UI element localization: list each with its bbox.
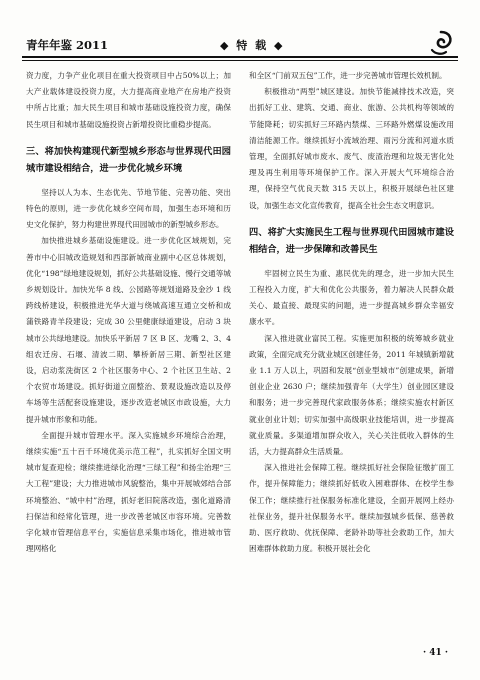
section-title: ◆ 特 载 ◆ — [220, 39, 285, 52]
paragraph: 深入推进社会保障工程。继续抓好社会保险征缴扩面工作，提升保障能力；继续抓好低收入困难群体、在校学生参保工作；继续推行社保服务标准化建设，全面开展网上经办社保业务，提升社保服务水平。继续加强城乡低保、慈善救助、医疗救助、优抚保障、老龄补助等社会救助工作，加大困难群体救助力度。积极开展社会化 — [249, 463, 454, 554]
page-header — [22, 34, 458, 56]
left-column — [26, 68, 231, 557]
paragraph: 全面提升城市管理水平。深入实施城乡环境综合治理，继续实施“五十百千环境优美示范工程”，扎实抓好全国文明城市复查迎检；继续推进绿化治理“三绿工程”和扬尘治理“三大工程”建设；大力推进城市风貌整治，集中开展城郊结合部环境整治、“城中村”治理，抓好老旧院落改造，强化道路清扫保洁和经常化管理，进一步改善老城区市容环境。完善数字化城市管理信息平台，实施信息采集市场化，推进城市管理网格化 — [26, 430, 231, 554]
header-rule — [22, 56, 458, 58]
right-column — [249, 68, 454, 557]
paragraph: 深入推进就业富民工程。实施更加积极的统筹城乡就业政策，全面完成充分就业城区创建任务，2011 年城镇新增就业 1.1 万人以上，巩固和发展“创业型城市”创建成果，新增创业企业 2630 户；继续加强青年（大学生）创业园区建设和服务；进一步完善现代家政服务体系；继续实施农村新区就业创业计划；切实加强中高级职业技能培训，进一步提高就业质量。多渠道增加群众收入，关心关注低收入群体的生活，大力提高群众生活质量。 — [249, 333, 454, 457]
paragraph: 坚持以人为本、生态优先、节地节能、完善功能、突出特色的原则，进一步优化城乡空间布局，加强生态环境和历史文化保护，努力构建世界现代田园城市的新型城乡形态。 — [26, 187, 231, 230]
journal-title: 青年年鉴 2011 — [26, 38, 109, 52]
page-number: · 41 · — [422, 648, 448, 658]
paragraph: 积极推动“两型”城区建设。加快节能减排技术改造，突出抓好工业、建筑、交通、商业、旅游、公共机构等领域的节能降耗；切实抓好三环路内禁煤、三环路外燃煤设施改用清洁能源工作。继续抓好小流域治理、雨污分流和河道水质管理，全面抓好城市废水、废气、废渣治理和垃圾无害化处理及再生利用等环境保护工作。深入开展大气环境综合治理，保持空气优良天数 315 天以上，积极开展绿色社区建设，加强生态文化宣传教育，提高全社会生态文明意识。 — [249, 87, 454, 210]
decorative-swirl-icon — [426, 28, 456, 58]
paragraph: 加快推进城乡基础设施建设。进一步优化区域规划，完善市中心旧城改造规划和西部新城商业副中心区总体规划，优化“198”绿地建设规划，抓好公共基础设施、慢行交通等城乡规划设计。加快光华 8 线、公园路等规划道路及金沙 1 线跨线桥建设，积极推进光华大道与绕城高速互通立交桥和成蒲铁路青羊段建设；完成 30 公里健康绿道建设，启动 3 块城市公共绿地建设。加快乐平新居 7 区 B 区、龙嘴 2、3、4 组农迁房、石堰、清波二期、攀桥新居三期、新型社区建设，启动浆洗街区 2 个社区服务中心、2 个社区卫生站、2 个农贸市场建设。抓好街道立面整治、景观设施改造以及停车场等生活配套设施建设，逐步改造老城区市政设施，大力提升城市形象和功能。 — [26, 236, 231, 424]
section-heading-3: 三、将加快构建现代新型城乡形态与世界现代田园城市建设相结合，进一步优化城乡环境 — [26, 145, 231, 174]
paragraph: 牢固树立民生为重、惠民优先的理念，进一步加大民生工程投入力度，扩大和优化公共服务，着力解决人民群众最关心、最直接、最现实的问题，进一步提高城乡群众幸福安康水平。 — [249, 268, 454, 327]
paragraph: 资力度，力争产业化项目在重大投资项目中占50%以上；加大产业载体建设投资力度，大力提高商业地产在房地产投资中所占比重；加大民生项目和城市基础设施投资力度，确保民生项目和城市基础设施投资占新增投资比重稳步提高。 — [26, 71, 231, 129]
section-heading-4: 四、将扩大实施民生工程与世界现代田园城市建设相结合，进一步保障和改善民生 — [249, 226, 454, 255]
paragraph: 和全区“门前双五包”工作，进一步完善城市管理长效机制。 — [249, 71, 447, 80]
header-rule-thin — [22, 60, 458, 61]
